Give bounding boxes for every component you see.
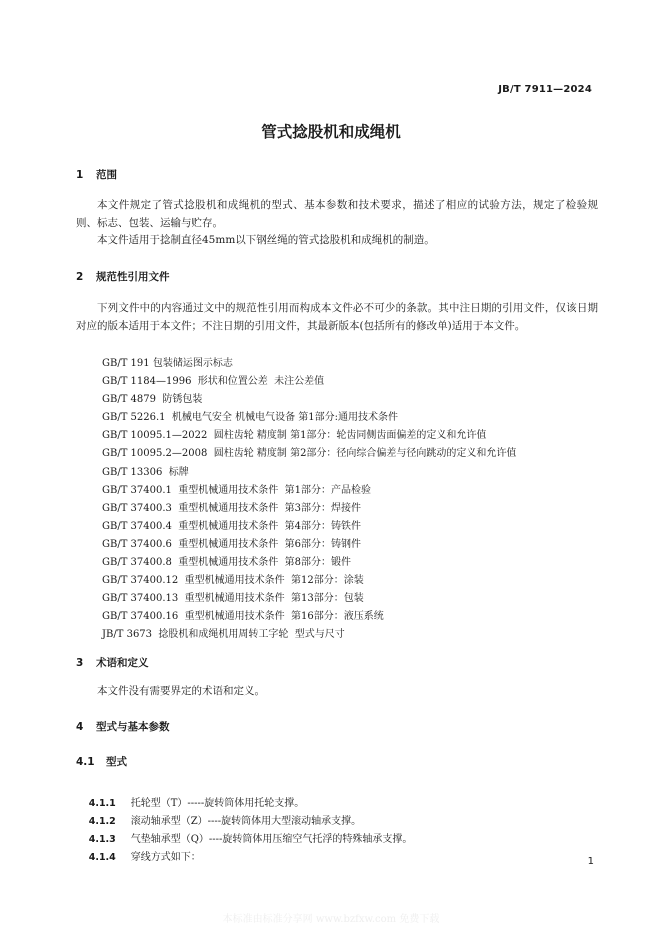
section-4-heading [76,719,170,734]
clause-text: 气垫轴承型（Q）----旋转筒体用压缩空气托浮的特殊轴承支撑。 [130,834,413,845]
paragraph: 下列文件中的内容通过文中的规范性引用而构成本文件必不可少的条款。其中注日期的引用文件，仅该日期对应的版本适用于本文件；不注日期的引用文件，其最新版本(包括所有的修改单)适用于本文件。 [76,302,598,332]
reference-item: GB/T 13306 标牌 [102,466,189,478]
section-3-heading [76,655,149,670]
reference-item: GB/T 10095.1—2022 圆柱齿轮 精度制 第1部分：轮齿同侧齿面偏差的定义和允许值 [102,430,487,442]
reference-item: GB/T 10095.2—2008 圆柱齿轮 精度制 第2部分：径向综合偏差与径向跳动的定义和允许值 [102,448,517,460]
paragraph: 本文件没有需要界定的术语和定义。 [97,685,265,697]
subsection-number: 4.1 [76,756,95,768]
section-number: 4 [76,721,84,733]
clause-number: 4.1.3 [88,834,116,845]
section-number: 3 [76,657,84,669]
document-title: 管式捻股机和成绳机 [261,123,401,141]
clause-text: 托轮型（T）-----旋转筒体用托轮支撑。 [130,798,305,809]
section-title: 规范性引用文件 [96,271,170,283]
reference-item: GB/T 4879 防锈包装 [102,394,203,406]
reference-item: GB/T 37400.13 重型机械通用技术条件 第13部分：包装 [102,593,364,605]
reference-item: GB/T 37400.3 重型机械通用技术条件 第3部分：焊接件 [102,502,361,514]
paragraph: 本文件规定了管式捻股机和成绳机的型式、基本参数和技术要求，描述了相应的试验方法，规定了检验规则、标志、包装、运输与贮存。 [76,199,598,229]
reference-item: GB/T 5226.1 机械电气安全 机械电气设备 第1部分:通用技术条件 [102,412,398,424]
section-number: 2 [76,271,84,283]
reference-item: GB/T 191 包装储运图示标志 [102,358,233,369]
reference-item: GB/T 37400.6 重型机械通用技术条件 第6部分：铸钢件 [102,538,361,550]
reference-item: GB/T 1184—1996 形状和位置公差 未注公差值 [102,376,325,388]
subsection-4-1-heading [76,754,127,769]
subsection-title: 型式 [106,756,127,768]
page-number: 1 [587,856,594,867]
section-1-heading [76,167,117,182]
reference-item: GB/T 37400.16 重型机械通用技术条件 第16部分：液压系统 [102,611,384,623]
paragraph: 本文件适用于捻制直径45mm以下钢丝绳的管式捻股机和成绳机的制造。 [97,234,435,246]
section-title: 范围 [96,169,117,181]
reference-item: GB/T 37400.8 重型机械通用技术条件 第8部分：锻件 [102,557,351,569]
reference-item: JB/T 3673 捻股机和成绳机用周转工字轮 型式与尺寸 [102,629,345,641]
clause-text: 滚动轴承型（Z）----旋转筒体用大型滚动轴承支撑。 [130,816,362,827]
section-number: 1 [76,169,84,181]
clause-4-1-4 [76,834,201,882]
clause-number: 4.1.4 [88,852,116,863]
section-title: 术语和定义 [96,657,149,669]
clause-number: 4.1.1 [88,798,116,809]
standard-number: JB/T 7911—2024 [498,84,592,95]
reference-item: GB/T 37400.4 重型机械通用技术条件 第4部分：铸铁件 [102,520,361,532]
section-title: 型式与基本参数 [96,721,170,733]
reference-item: GB/T 37400.1 重型机械通用技术条件 第1部分：产品检验 [102,484,371,496]
reference-item: GB/T 37400.12 重型机械通用技术条件 第12部分：涂装 [102,575,364,587]
section-2-heading [76,269,170,284]
clause-text: 穿线方式如下： [130,852,201,863]
watermark: 本标准由标准分享网 www.bzfxw.com 免费下载 [222,914,440,925]
clause-number: 4.1.2 [88,816,116,827]
reference-list [102,355,516,645]
